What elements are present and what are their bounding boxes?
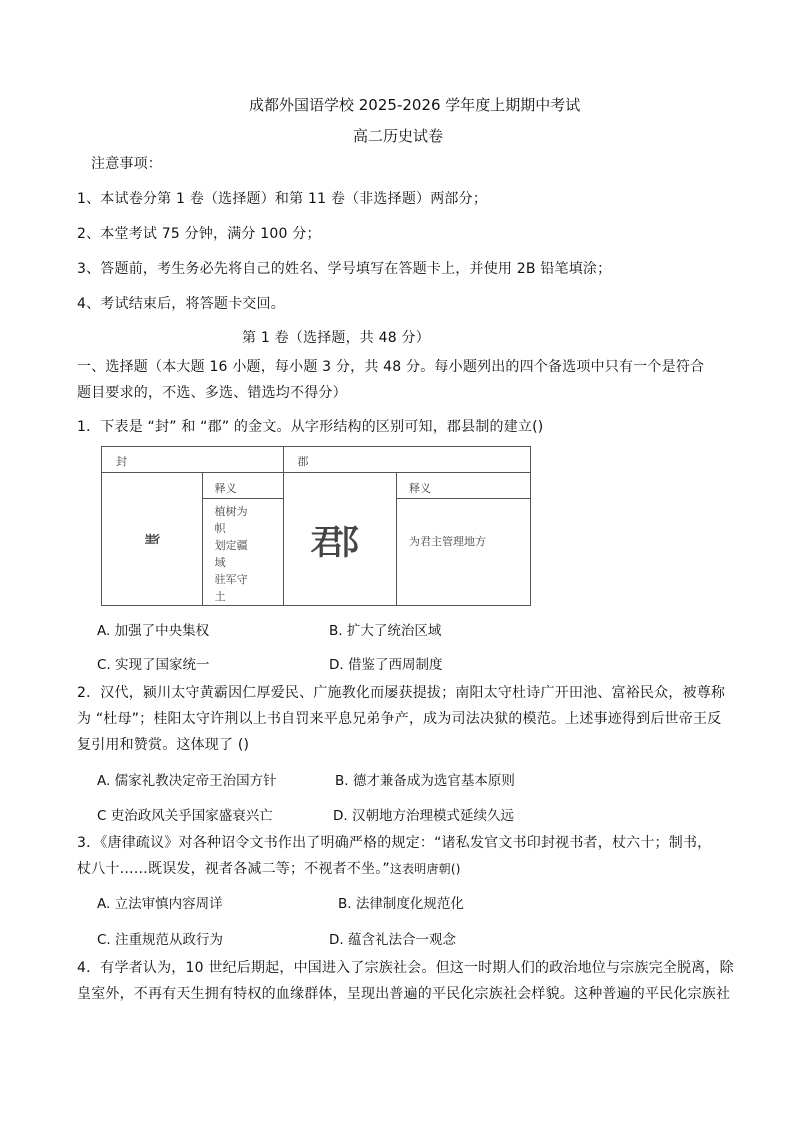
jun-def-text: 为君主管理地方 xyxy=(409,535,487,548)
q2-line1: 2．汉代，颍川太守黄霸因仁厚爱民、广施教化而屡获提拔；南阳太守杜诗广开田池、富裕民众，被尊称 xyxy=(77,685,726,701)
feng-def-line: 划定疆 xyxy=(214,539,248,552)
section-intro-line1: 一、选择题（本大题 16 小题，每小题 3 分，共 48 分。每小题列出的四个备选项中只有一个是符合 xyxy=(77,359,705,375)
q3-line1: 3．《唐律疏议》对各种诏令文书作出了明确严格的规定：“诸私发官文书印封视书者，杖六十；制书， xyxy=(77,835,712,851)
q4-line1: 4．有学者认为，10 世纪后期起，中国进入了宗族社会。但这一时期人们的政治地位与宗族完全脱离，除 xyxy=(77,960,734,976)
q3-line2 xyxy=(77,858,461,878)
feng-def-line: 域 xyxy=(214,556,226,569)
q1-option-b[interactable]: B. 扩大了统治区域 xyxy=(329,623,442,639)
feng-def-line: 土 xyxy=(214,590,226,603)
notice-item-4: 4、考试结束后，将答题卡交回。 xyxy=(77,296,285,312)
glyph-feng: 𡉚彳 xyxy=(102,473,203,606)
q2-option-d[interactable]: D. 汉朝地方治理模式延续久远 xyxy=(333,808,514,824)
jun-def-header: 释义 xyxy=(397,473,531,499)
glyph-jun: 君阝 xyxy=(284,473,397,606)
section-title: 第 1 卷（选择题，共 48 分） xyxy=(242,330,430,346)
exam-subtitle: 高二历史试卷 xyxy=(353,127,444,145)
q1-stem: 1．下表是 “封” 和 “郡” 的金文。从字形结构的区别可知，郡县制的建立() xyxy=(77,419,544,435)
q2-line3: 复引用和赞赏。这体现了 () xyxy=(77,737,250,753)
q3-option-c[interactable]: C. 注重规范从政行为 xyxy=(97,932,224,948)
section-intro-line2: 题目要求的，不选、多选、错选均不得分） xyxy=(77,385,347,401)
feng-def-header: 释义 xyxy=(202,473,284,499)
q3-question: 这表明唐朝() xyxy=(389,862,461,876)
feng-def-line: 驻军守 xyxy=(214,573,248,586)
q1-option-a[interactable]: A. 加强了中央集权 xyxy=(97,623,210,639)
q2-option-a[interactable]: A. 儒家礼教决定帝王治国方针 xyxy=(97,773,277,789)
q2-option-c[interactable]: C 吏治政风关乎国家盛衰兴亡 xyxy=(97,808,273,824)
q3-option-b[interactable]: B. 法律制度化规范化 xyxy=(338,896,464,912)
feng-definitions xyxy=(202,499,284,606)
q3-option-d[interactable]: D. 蕴含礼法合一观念 xyxy=(329,932,456,948)
exam-title: 成都外国语学校 2025-2026 学年度上期期中考试 xyxy=(249,96,581,114)
q1-option-c[interactable]: C. 实现了国家统一 xyxy=(97,657,210,673)
q2-line2: 为 “杜母”；桂阳太守许荆以上书自罚来平息兄弟争产，成为司法决狱的模范。上述事迹得到后世帝王反 xyxy=(77,711,722,727)
jun-definition xyxy=(397,499,531,606)
q3-quote-end: 杖八十……既误发，视者各减二等；不视者不坐。” xyxy=(77,861,390,877)
feng-def-line: 帜 xyxy=(214,522,226,535)
q3-option-a[interactable]: A. 立法审慎内容周详 xyxy=(97,896,223,912)
notice-heading: 注意事项： xyxy=(91,156,162,172)
q1-inscription-table xyxy=(101,446,531,606)
feng-def-line: 植树为 xyxy=(214,505,248,518)
q2-option-b[interactable]: B. 德才兼备成为选官基本原则 xyxy=(335,773,515,789)
table-header-feng: 封 xyxy=(102,447,284,473)
notice-item-1: 1、本试卷分第 1 卷（选择题）和第 11 卷（非选择题）两部分； xyxy=(77,191,488,207)
notice-item-2: 2、本堂考试 75 分钟，满分 100 分； xyxy=(77,226,321,242)
q4-line2: 皇室外，不再有天生拥有特权的血缘群体，呈现出普遍的平民化宗族社会样貌。这种普遍的平民化宗族社 xyxy=(77,986,731,1002)
q1-option-d[interactable]: D. 借鉴了西周制度 xyxy=(329,657,443,673)
notice-item-3: 3、答题前，考生务必先将自己的姓名、学号填写在答题卡上，并使用 2B 铅笔填涂； xyxy=(77,261,612,277)
table-header-jun: 郡 xyxy=(284,447,531,473)
